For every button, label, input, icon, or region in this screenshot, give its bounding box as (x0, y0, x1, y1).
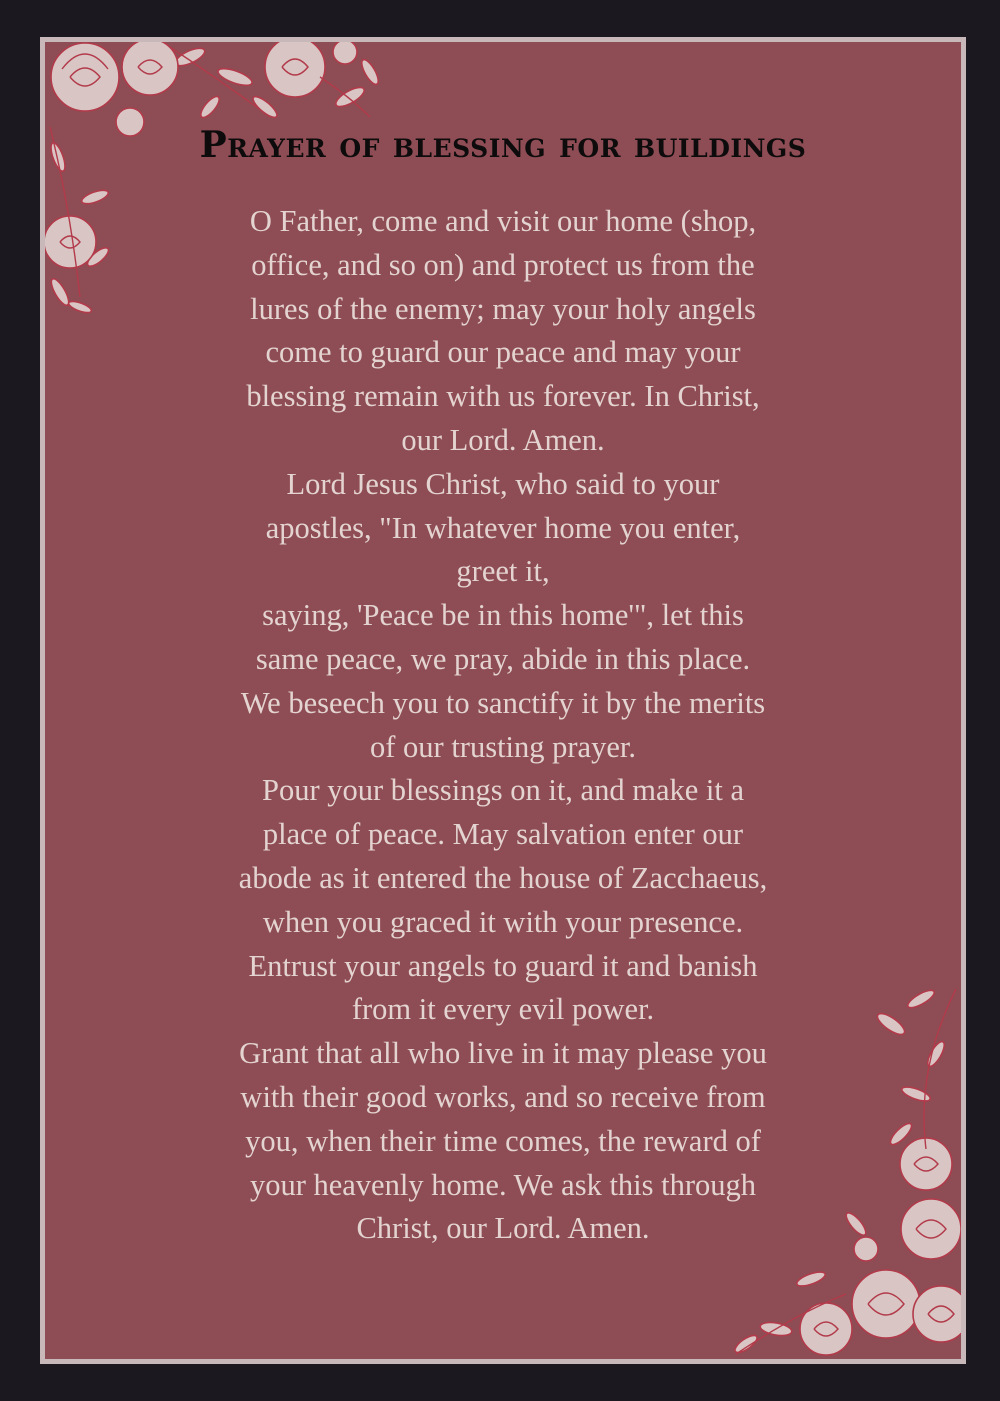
prayer-text (163, 200, 843, 1251)
prayer-line: blessing remain with us forever. In Christ, (246, 379, 760, 414)
prayer-line: Pour your blessings on it, and make it a (261, 773, 744, 808)
prayer-line: same peace, we pray, abide in this place. (255, 641, 751, 676)
prayer-line: Lord Jesus Christ, who said to your (286, 466, 720, 501)
prayer-line: office, and so on) and protect us from the (251, 247, 755, 282)
prayer-line: with their good works, and so receive from (240, 1079, 766, 1114)
prayer-line: of our trusting prayer. (370, 729, 636, 764)
prayer-line: saying, 'Peace be in this home'", let this (262, 598, 744, 633)
prayer-line: from it every evil power. (351, 992, 655, 1027)
prayer-line: Christ, our Lord. Amen. (356, 1211, 650, 1246)
prayer-line: you, when their time comes, the reward of (245, 1123, 761, 1158)
prayer-line: Entrust your angels to guard it and banish (248, 948, 758, 983)
page-title: Prayer of blessing for buildings (199, 124, 807, 166)
prayer-line: We beseech you to sanctify it by the merits (240, 685, 766, 720)
prayer-line: greet it, (456, 554, 550, 589)
prayer-card (40, 37, 966, 1364)
prayer-line: lures of the enemy; may your holy angels (250, 291, 756, 326)
prayer-line: place of peace. May salvation enter our (262, 817, 744, 852)
prayer-line: our Lord. Amen. (401, 422, 605, 457)
prayer-line: come to guard our peace and may your (265, 335, 741, 370)
prayer-line: apostles, "In whatever home you enter, (265, 510, 741, 545)
prayer-line: when you graced it with your presence. (262, 904, 744, 939)
prayer-line: Grant that all who live in it may please you (239, 1036, 767, 1071)
prayer-line: abode as it entered the house of Zacchaeus, (238, 860, 768, 895)
prayer-line: O Father, come and visit our home (shop, (249, 204, 757, 238)
prayer-line: your heavenly home. We ask this through (249, 1167, 757, 1202)
